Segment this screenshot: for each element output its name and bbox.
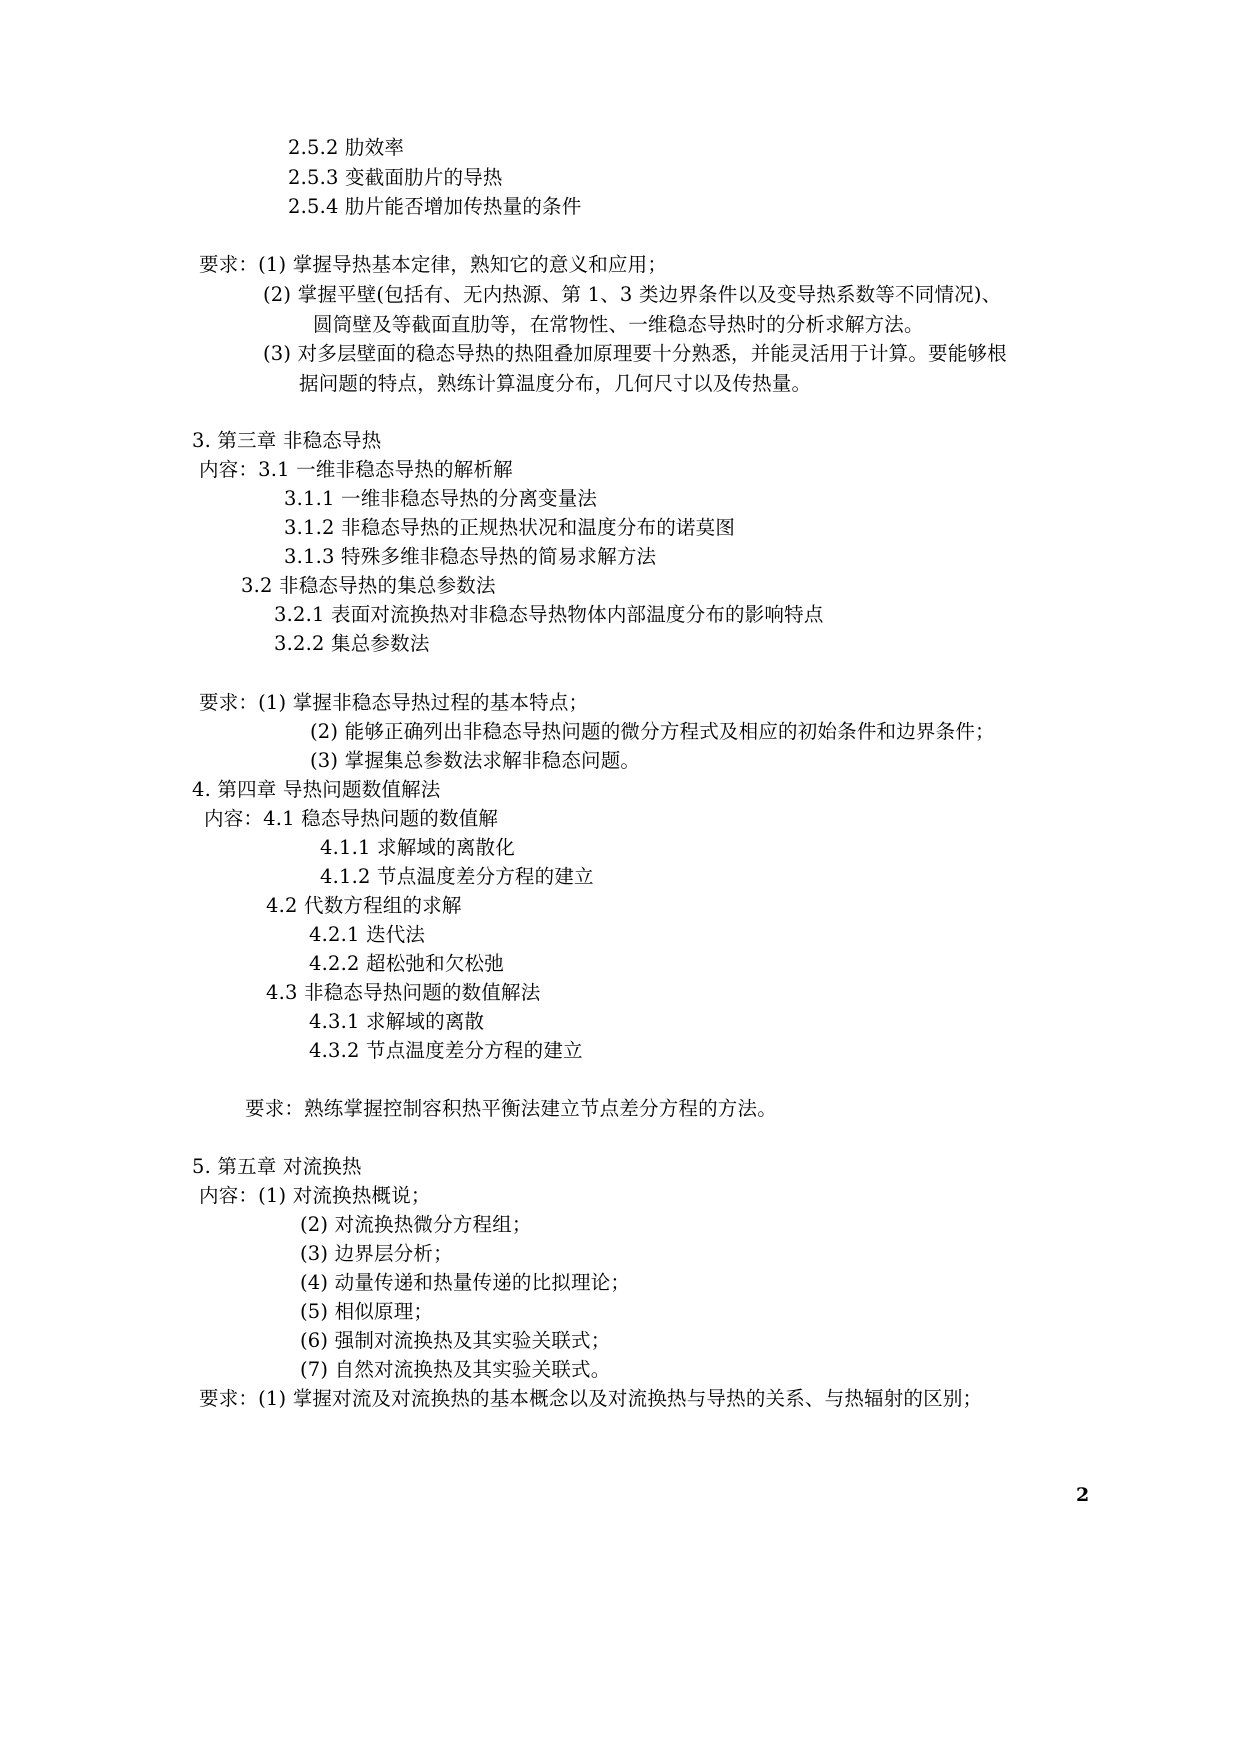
text-line-3-1-2: 3.1.2 非稳态导热的正规热状况和温度分布的诺莫图 (284, 516, 736, 539)
text-line-5-5: (5) 相似原理； (300, 1300, 434, 1323)
text-line-4-1-2: 4.1.2 节点温度差分方程的建立 (320, 865, 594, 888)
text-line-4-3: 4.3 非稳态导热问题的数值解法 (266, 981, 541, 1004)
text-line-3-2-2: 3.2.2 集总参数法 (274, 632, 430, 655)
text-line-req2-3: (3) 对多层壁面的稳态导热的热阻叠加原理要十分熟悉，并能灵活用于计算。要能够根 (263, 342, 1007, 365)
text-line-req2-3-cont: 据问题的特点，熟练计算温度分布，几何尺寸以及传热量。 (299, 372, 812, 395)
text-line-3-1: 内容：3.1 一维非稳态导热的解析解 (199, 458, 513, 481)
text-line-4-2-1: 4.2.1 迭代法 (309, 923, 426, 946)
text-line-3-2: 3.2 非稳态导热的集总参数法 (241, 574, 496, 597)
text-line-3-1-1: 3.1.1 一维非稳态导热的分离变量法 (284, 487, 598, 510)
text-line-5-6: (6) 强制对流换热及其实验关联式； (300, 1329, 611, 1352)
page-number: 2 (1076, 1484, 1090, 1506)
text-line-req2-2-cont: 圆筒壁及等截面直肋等，在常物性、一维稳态导热时的分析求解方法。 (313, 313, 924, 336)
text-line-4-3-1: 4.3.1 求解域的离散 (309, 1010, 485, 1033)
text-line-4-3-2: 4.3.2 节点温度差分方程的建立 (309, 1039, 583, 1062)
text-line-req2-2: (2) 掌握平壁(包括有、无内热源、第 1、3 类边界条件以及变导热系数等不同情况)、 (263, 283, 1002, 306)
text-line-5-7: (7) 自然对流换热及其实验关联式。 (300, 1358, 611, 1381)
text-line-req5-1: 要求：(1) 掌握对流及对流换热的基本概念以及对流换热与导热的关系、与热辐射的区别； (199, 1387, 983, 1410)
text-line-req3-2: (2) 能够正确列出非稳态导热问题的微分方程式及相应的初始条件和边界条件； (310, 720, 995, 743)
text-line-req3-3: (3) 掌握集总参数法求解非稳态问题。 (310, 749, 641, 772)
chapter-3-heading: 3. 第三章 非稳态导热 (192, 429, 382, 452)
text-line-req2-1: 要求：(1) 掌握导热基本定律，熟知它的意义和应用； (199, 253, 668, 276)
text-line-3-1-3: 3.1.3 特殊多维非稳态导热的简易求解方法 (284, 545, 657, 568)
text-line-5-4: (4) 动量传递和热量传递的比拟理论； (300, 1271, 631, 1294)
text-line-4-2-2: 4.2.2 超松弛和欠松弛 (309, 952, 504, 975)
text-line-3-2-1: 3.2.1 表面对流换热对非稳态导热物体内部温度分布的影响特点 (274, 603, 824, 626)
text-line-2-5-2: 2.5.2 肋效率 (288, 136, 405, 159)
chapter-4-heading: 4. 第四章 导热问题数值解法 (192, 778, 441, 801)
text-line-req3-1: 要求：(1) 掌握非稳态导热过程的基本特点； (199, 691, 589, 714)
text-line-2-5-3: 2.5.3 变截面肋片的导热 (288, 166, 503, 189)
text-line-4-1-1: 4.1.1 求解域的离散化 (320, 836, 515, 859)
text-line-5-3: (3) 边界层分析； (300, 1242, 453, 1265)
text-line-5-1: 内容：(1) 对流换热概说； (199, 1184, 431, 1207)
text-line-2-5-4: 2.5.4 肋片能否增加传热量的条件 (288, 195, 582, 218)
text-line-req4: 要求：熟练掌握控制容积热平衡法建立节点差分方程的方法。 (245, 1097, 777, 1120)
text-line-4-2: 4.2 代数方程组的求解 (266, 894, 462, 917)
chapter-5-heading: 5. 第五章 对流换热 (192, 1155, 362, 1178)
text-line-5-2: (2) 对流换热微分方程组； (300, 1213, 532, 1236)
text-line-4-1: 内容：4.1 稳态导热问题的数值解 (204, 807, 499, 830)
